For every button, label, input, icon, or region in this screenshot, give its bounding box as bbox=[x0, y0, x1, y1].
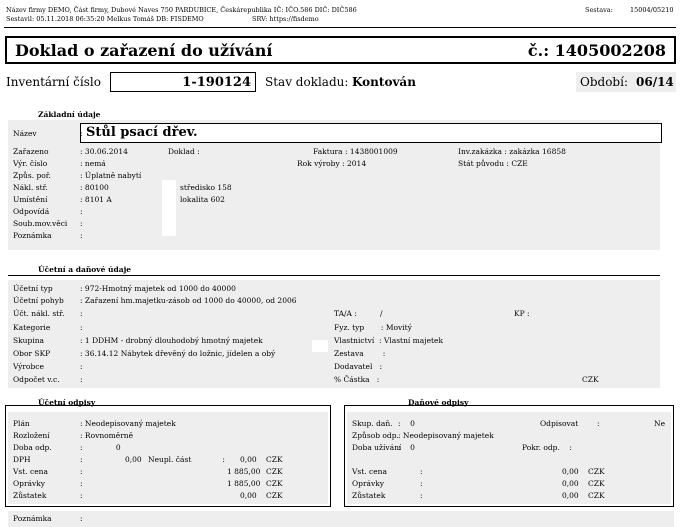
amount-currency: CZK bbox=[582, 375, 599, 384]
row-label: Způs. poř. bbox=[13, 171, 51, 180]
distribution-value: : Rovnoměrně bbox=[80, 431, 134, 440]
white-gap bbox=[312, 340, 328, 352]
row-label: Poznámka bbox=[13, 231, 52, 240]
acc-row-label: Kategorie bbox=[13, 323, 51, 332]
physical-type-field: Fyz. typ : Movitý bbox=[334, 323, 412, 332]
acc-row-label: Účetní pohyb bbox=[13, 296, 64, 305]
cost-center-name: středisko 158 bbox=[180, 183, 232, 192]
unpaid-currency: CZK bbox=[266, 455, 283, 464]
header-divider bbox=[4, 27, 676, 28]
acc-depr-title: Účetní odpisy bbox=[38, 398, 96, 407]
depreciate-value: Ne bbox=[654, 419, 666, 428]
footer-note-label: Poznámka bbox=[13, 514, 52, 523]
tax-group-label: Skup. daň. bbox=[352, 419, 393, 428]
white-gap bbox=[162, 180, 176, 236]
accounting-divider bbox=[8, 275, 660, 276]
tax-depr-bg bbox=[347, 412, 671, 504]
tax-entry-price-colon: : bbox=[420, 467, 423, 476]
name-label: Název bbox=[13, 129, 37, 138]
balance-currency: CZK bbox=[266, 491, 283, 500]
accounting-section-title: Účetní a daňové údaje bbox=[38, 265, 132, 274]
basic-section-title: Základní údaje bbox=[38, 110, 101, 119]
period-label: Období: bbox=[580, 75, 628, 89]
entry-price-colon: : bbox=[80, 467, 83, 476]
period-value: 06/14 bbox=[636, 75, 674, 89]
row-value: : bbox=[80, 207, 83, 216]
tava-field: TA/A : bbox=[334, 309, 357, 318]
name-value: Stůl psací dřev. bbox=[86, 125, 198, 140]
kp-field: KP : bbox=[514, 309, 530, 318]
tax-depr-title: Daňové odpisy bbox=[408, 398, 469, 407]
row-value: : Úplatně nabytí bbox=[80, 171, 142, 180]
acc-row-value: : bbox=[80, 323, 83, 332]
acc-row-label: Účt. nákl. stř. bbox=[13, 309, 65, 318]
period-label: Doba odp. bbox=[13, 443, 52, 452]
adjustments-colon: : bbox=[80, 479, 83, 488]
name-colon: : bbox=[80, 129, 83, 138]
acc-row-value: : bbox=[80, 375, 83, 384]
acc-row-label: Odpočet v.c. bbox=[13, 375, 60, 384]
project-field: Inv.zakázka : zakázka 16858 bbox=[458, 147, 566, 156]
unpaid-value: 0,00 bbox=[240, 455, 257, 464]
balance-label: Zůstatek bbox=[13, 491, 47, 500]
row-value: : nemá bbox=[80, 159, 106, 168]
row-value: : 8101 A bbox=[80, 195, 112, 204]
tax-adjustments-colon: : bbox=[420, 479, 423, 488]
company-header: Název firmy DEMO, Část firmy, Dubové Naves 750 PARDUBICE, Českárepublika IČ: IČO.586 DIČ: DIČ586 bbox=[6, 6, 357, 14]
created-info: Sestavil: 05.11.2018 06:35:20 Melkus Tomáš DB: FISDEMO bbox=[6, 15, 204, 23]
row-label: Umístění bbox=[13, 195, 48, 204]
method-value: : Neodepisovaný majetek bbox=[398, 431, 494, 440]
tax-balance-value: 0,00 bbox=[562, 491, 579, 500]
ownership-field: Vlastnictví : Vlastní majetek bbox=[334, 336, 444, 345]
document-title: Doklad o zařazení do užívání bbox=[15, 41, 273, 60]
usage-value: : 0 bbox=[398, 443, 415, 452]
row-label: Odpovídá bbox=[13, 207, 50, 216]
acc-row-label: Účetní typ bbox=[13, 284, 53, 293]
footer-note-bg bbox=[8, 511, 674, 527]
country-field: Stát původu : CZE bbox=[458, 159, 528, 168]
depreciate-colon: : bbox=[597, 419, 600, 428]
balance-value: 0,00 bbox=[240, 491, 257, 500]
vat-label: DPH bbox=[13, 455, 31, 464]
status-value: Kontován bbox=[352, 75, 416, 89]
row-label: Soub.mov.věci bbox=[13, 219, 68, 228]
amount-field: % Částka : bbox=[334, 375, 380, 384]
location-name: lokalita 602 bbox=[180, 195, 225, 204]
row-value: : 30.06.2014 bbox=[80, 147, 128, 156]
report-label: Sestava: bbox=[585, 6, 613, 14]
tax-balance-currency: CZK bbox=[588, 491, 605, 500]
assembly-field: Zestava : bbox=[334, 349, 386, 358]
adjustments-value: 1 885,00 bbox=[227, 479, 261, 488]
acc-row-label: Výrobce bbox=[13, 362, 44, 371]
adjustments-label: Oprávky bbox=[13, 479, 46, 488]
document-number: č.: 1405002208 bbox=[527, 41, 666, 60]
acc-row-value: : 972-Hmotný majetek od 1000 do 40000 bbox=[80, 284, 236, 293]
entry-price-currency: CZK bbox=[266, 467, 283, 476]
acc-row-value: : 1 DDHM - drobný dlouhodobý hmotný majetek bbox=[80, 336, 263, 345]
tava-separator: / bbox=[380, 309, 383, 318]
server-info: SRV: https://fisdemo bbox=[252, 15, 319, 23]
title-box bbox=[5, 36, 676, 64]
depreciate-label: Odpisovat bbox=[540, 419, 579, 428]
distribution-label: Rozložení bbox=[13, 431, 50, 440]
row-value: : bbox=[80, 219, 83, 228]
tax-entry-price-currency: CZK bbox=[588, 467, 605, 476]
year-field: Rok výroby : 2014 bbox=[297, 159, 367, 168]
acc-row-label: Skupina bbox=[13, 336, 45, 345]
inventory-value-box bbox=[110, 72, 256, 92]
period-value: : 0 bbox=[80, 443, 121, 452]
report-id: 15004/05210 bbox=[630, 6, 674, 14]
acc-row-label: Obor SKP bbox=[13, 349, 51, 358]
supplier-field: Dodavatel : bbox=[334, 362, 383, 371]
tax-entry-price-label: Vst. cena bbox=[352, 467, 387, 476]
row-label: Nákl. stř. bbox=[13, 183, 48, 192]
plan-label: Plán bbox=[13, 419, 30, 428]
tax-adjustments-value: 0,00 bbox=[562, 479, 579, 488]
inventory-label: Inventární číslo bbox=[6, 75, 101, 89]
acc-row-value: : bbox=[80, 362, 83, 371]
tax-adjustments-label: Oprávky bbox=[352, 479, 385, 488]
unpaid-field: Neupl. část : bbox=[148, 455, 225, 464]
tax-balance-label: Zůstatek bbox=[352, 491, 386, 500]
row-value: : 80100 bbox=[80, 183, 109, 192]
adjustments-currency: CZK bbox=[266, 479, 283, 488]
vat-colon: : bbox=[80, 455, 83, 464]
usage-label: Doba užívání bbox=[352, 443, 402, 452]
invoice-field: Faktura : 1438001009 bbox=[313, 147, 398, 156]
balance-colon: : bbox=[80, 491, 83, 500]
method-label: Způsob odp. bbox=[352, 431, 399, 440]
row-value: : bbox=[80, 231, 83, 240]
tax-entry-price-value: 0,00 bbox=[562, 467, 579, 476]
acc-row-value: : Zařazení hm.majetku-zásob od 1000 do 40000, od 2006 bbox=[80, 296, 297, 305]
continued-field: Pokr. odp. : bbox=[522, 443, 572, 452]
footer-note-colon: : bbox=[80, 514, 83, 523]
status-label: Stav dokladu: bbox=[265, 75, 349, 89]
row-label: Zařazeno bbox=[13, 147, 49, 156]
vat-value: 0,00 bbox=[125, 455, 142, 464]
inventory-value: 1-190124 bbox=[182, 75, 251, 90]
entry-price-label: Vst. cena bbox=[13, 467, 48, 476]
tax-balance-colon: : bbox=[420, 491, 423, 500]
plan-value: : Neodepisovaný majetek bbox=[80, 419, 176, 428]
acc-row-value: : 36.14.12 Nábytek dřevěný do ložnic, jídelen a obý bbox=[80, 349, 276, 358]
acc-row-value: : bbox=[80, 309, 83, 318]
tax-adjustments-currency: CZK bbox=[588, 479, 605, 488]
row-label: Výr. číslo bbox=[13, 159, 48, 168]
tax-group-value: : 0 bbox=[398, 419, 415, 428]
document-label: Doklad : bbox=[168, 147, 200, 156]
entry-price-value: 1 885,00 bbox=[227, 467, 261, 476]
